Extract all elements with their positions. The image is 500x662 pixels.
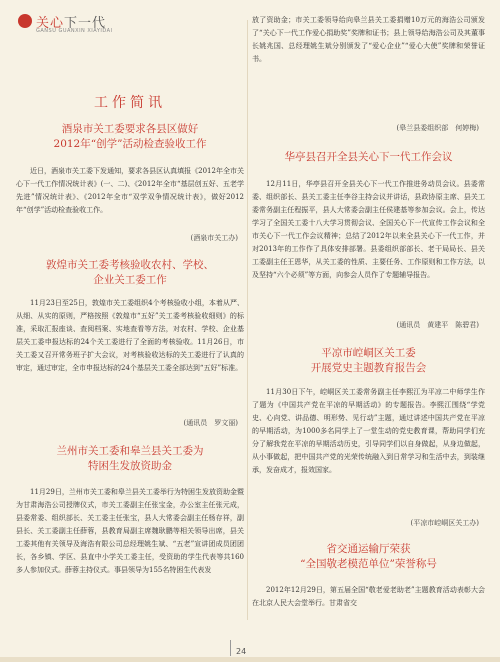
article-4-heading (252, 150, 485, 165)
article-2-heading-line-2: 企业关工委工作 (93, 274, 167, 286)
article-1-paragraph: 近日，酒泉市关工委下发通知，要求各县区认真填报《2012年全市关心下一代工作情况统计表》(一、二)、《2012年全市“基层创五好、五老学先进”情况统计表》、《2012年全市“双学双争情况统计表》，做好2012年“创学”活动检查验收工作。 (16, 167, 244, 214)
article-6-heading-line-2: “全国敬老模范单位”荣誉称号 (300, 558, 437, 570)
article-3-continued-paragraph: 放了资助金；市关工委领导给向皋兰县关工委捐赠10万元的海浩公司颁发了“关心下一代工作爱心捐助奖”奖牌和证书；县上领导给海浩公司及其董事长姚兆国、总经理姚生斌分别颁发了“爱心企业”“爱心大使”奖牌和荣誉证书。 (252, 16, 485, 63)
article-5-credit: (平凉市崆峒区关工办) (410, 519, 479, 527)
article-4-heading-line-1: 华亭县召开全县关心下一代工作会议 (284, 151, 453, 163)
masthead-char-2: 心 (50, 16, 65, 31)
article-2-heading (16, 258, 244, 288)
article-3-heading-line-2: 特困生发放资助金 (88, 460, 172, 472)
article-4-paragraph: 12月11日，华亭县召开全县关心下一代工作推进务动员会议。县委常委、组织部长、县关工委主任李谷主持会议并讲话，县政协原主席、县关工委常务副主任程振平，县人大常委会副主任侯建基等参加会议。会上，传达学习了全国关工委十八大学习贯彻会议、全国关心下一代宣传工作会议和全市关心下一代工作会议精神；总结了2012年以来全县关心下一代工作，并对2013年的工作作了具体安排部署。县委组织部部长、老干局局长、县关工委副主任王恩华，从关工委的性质、主要任务、工作原则和工作方法，以及坚持“六个必须”等方面，向参会人员作了专题辅导报告。 (252, 180, 485, 279)
article-3-body (16, 486, 244, 577)
article-6-heading (252, 542, 485, 572)
article-1-heading-line-1: 酒泉市关工委要求各县区做好 (61, 123, 199, 135)
article-1-credit: (酒泉市关工办) (190, 234, 238, 242)
article-6-paragraph: 2012年12月29日，第五届全国“敬老爱老助老”主题教育活动表彰大会在北京人民大会堂举行。甘肃省交 (252, 586, 485, 607)
column-divider (247, 20, 248, 620)
section-title: 工作简讯 (94, 95, 166, 111)
article-4-credit: (通讯员 黄建平 陈碧君) (396, 321, 479, 329)
article-3-heading-line-1: 兰州市关工委和皋兰县关工委为 (56, 445, 204, 457)
masthead-char-3: 下一代 (64, 16, 107, 31)
article-3-paragraph: 11月29日，兰州市关工委和皋兰县关工委举行为特困生发放资助金暨为甘肃海浩公司授牌仪式，市关工委副主任张宝金，办公室主任张元成，县委常委、组织部长、关工委主任张宝，县人大常委会副主任杨存祥，副县长、关工委副主任薛蓉，县教育局副主席魏耿鹏等相关领导出席，县关工委其他有关领导及海浩有限公司总经理姚生斌、“五老”宣讲团成员团团长，各乡镇、学区、县直中小学关工委主任，受资助的学生代表等共160多人参加仪式。薛蓉主持仪式。事县领导为155名特困生代表发 (16, 488, 244, 574)
article-5-body (252, 386, 485, 477)
article-6-heading-line-1: 省交通运输厅荣获 (326, 543, 411, 555)
article-1-heading-line-2: 2012年“创学”活动检查验收工作 (53, 138, 207, 150)
article-5-heading-line-2: 开展党史主题教育报告会 (310, 362, 427, 374)
article-2-body (16, 297, 244, 375)
article-2-paragraph: 11月23日至25日，敦煌市关工委组织4个考核验收小组，本着从严、从细、从实的原则，严格按照《敦煌市“五好”关工委考核验收细则》的标准，采取汇报座谈、查阅档案、实地查看等方法，对农村、学校、企业基层关工委申报达标的24个关工委进行了全面的考核验收。11月26日，市关工委又召开常务班子扩大会议，对考核验收达标的关工委进行了认真的审定，通过审定，全市申报达标的24个基层关工委全部达到“五好”标准。 (16, 299, 244, 372)
article-2-credit: (通讯员 罗文丽) (183, 419, 238, 427)
article-6-body (252, 584, 485, 610)
article-5-heading (252, 346, 485, 376)
footer-bar (0, 657, 500, 662)
article-4-body (252, 178, 485, 282)
right-column (252, 0, 485, 640)
article-1-body (16, 165, 244, 217)
article-5-heading-line-1: 平凉市崆峒区关工委 (321, 347, 416, 359)
article-2-heading-line-1: 敦煌市关工委考核验收农村、学校、 (46, 259, 214, 271)
article-1-heading (16, 122, 244, 152)
masthead-subtitle: GANSU GUANXIN XIAYIDAI (36, 28, 113, 34)
page-number: 24 (236, 647, 247, 656)
article-3-continued-body (252, 14, 485, 66)
masthead-char-1: 关 (36, 16, 51, 31)
left-column (16, 0, 244, 640)
article-3-heading (16, 444, 244, 474)
article-5-paragraph: 11月30日下午，崆峒区关工委常务副主任李熙江为平凉二中师学生作了题为《中国共产党在平凉的早期活动》的专题报告。李熙江围绕“学党史、心向党、讲品德、明形势、见行动”主题，通过讲述中国共产党在平凉的早期活动，为1000多名同学上了一堂生动的党史教育课，帮助同学们充分了解我党在平凉的早期活动历史，引导同学们以自身做起，从身边做起，从小事做起，把中国共产党的光荣传统融入到日常学习和生活中去，到装继承，发奋成才，报效国家。 (252, 388, 485, 474)
folio-divider (230, 640, 231, 656)
article-3-credit: (皋兰县委组织部 何婷梅) (396, 124, 479, 132)
